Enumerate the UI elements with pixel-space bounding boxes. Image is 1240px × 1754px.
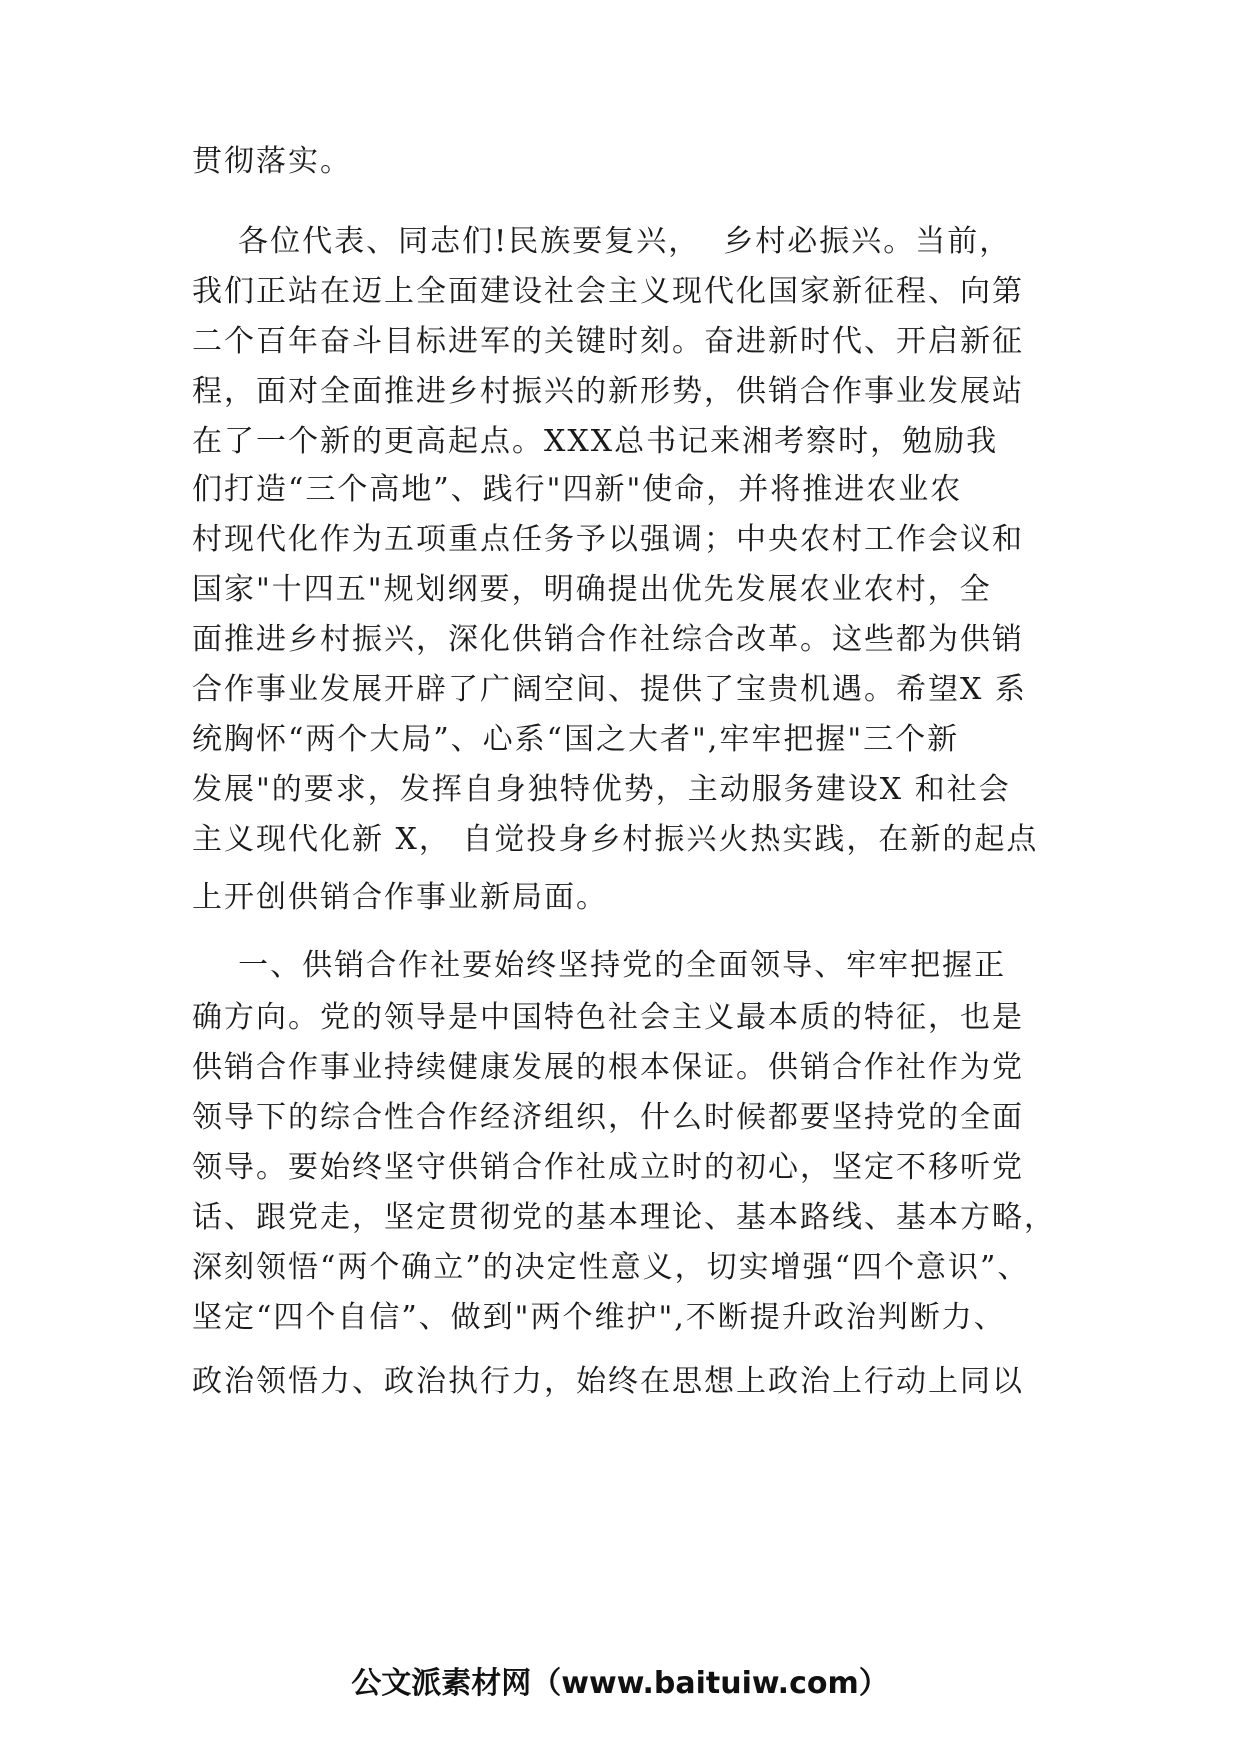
text-line: 政治领悟力、政治执行力，始终在思想上政治上行动上同以 (192, 1364, 1024, 1399)
text-line: 二个百年奋斗目标进军的关键时刻。奋进新时代、开启新征 (192, 324, 1024, 359)
text-line: 坚定“四个自信”、做到"两个维护",不断提升政治判断力、 (192, 1300, 1006, 1335)
text-line: 发展"的要求，发挥自身独特优势，主动服务建设X 和社会 (192, 772, 1011, 807)
text-line: 贯彻落实。 (192, 144, 352, 179)
text-line: 们打造“三个高地”、践行"四新"使命，并将推进农业农 (192, 472, 963, 507)
text-line: 统胸怀“两个大局”、心系“国之大者",牢牢把握"三个新 (192, 722, 960, 757)
text-line: 我们正站在迈上全面建设社会主义现代化国家新征程、向第 (192, 274, 1024, 309)
text-line: 国家"十四五"规划纲要，明确提出优先发展农业农村，全 (192, 572, 992, 607)
text-line: 供销合作事业持续健康发展的根本保证。供销合作社作为党 (192, 1050, 1024, 1085)
text-line: 各位代表、同志们!民族要复兴， 乡村必振兴。当前， (192, 224, 1012, 259)
text-line: 一、供销合作社要始终坚持党的全面领导、牢牢把握正 (192, 948, 1007, 983)
text-line: 话、跟党走，坚定贯彻党的基本理论、基本路线、基本方略， (192, 1200, 1056, 1235)
text-line: 领导下的综合性合作经济组织，什么时候都要坚持党的全面 (192, 1100, 1024, 1135)
text-line: 程，面对全面推进乡村振兴的新形势，供销合作事业发展站 (192, 374, 1024, 409)
text-line: 面推进乡村振兴，深化供销合作社综合改革。这些都为供销 (192, 622, 1024, 657)
text-line: 深刻领悟“两个确立”的决定性意义，切实增强“四个意识”、 (192, 1250, 1030, 1285)
text-line: 上开创供销合作事业新局面。 (192, 880, 608, 915)
footer-watermark: 公文派素材网（www.baituiw.com） (351, 1666, 889, 1701)
text-line: 村现代化作为五项重点任务予以强调；中央农村工作会议和 (192, 522, 1024, 557)
text-line: 合作事业发展开辟了广阔空间、提供了宝贵机遇。希望X 系 (192, 672, 1027, 707)
text-line: 领导。要始终坚守供销合作社成立时的初心，坚定不移听党 (192, 1150, 1024, 1185)
text-line: 确方向。党的领导是中国特色社会主义最本质的特征，也是 (192, 1000, 1024, 1035)
text-line: 在了一个新的更高起点。XXX总书记来湘考察时，勉励我 (192, 424, 999, 459)
text-line: 主义现代化新 X， 自觉投身乡村振兴火热实践，在新的起点 (192, 822, 1039, 857)
